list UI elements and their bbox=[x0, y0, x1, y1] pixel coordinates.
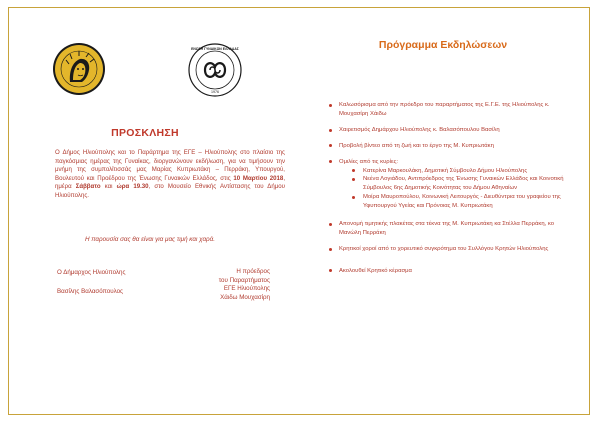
president-org: ΕΓΕ Ηλιούπολης bbox=[223, 285, 270, 293]
speaker-item: Μοίρα Μαυροπούλου, Κοινωνική Λειτουργός - Διευθύντρια του γραφείου της Υφυπουργού Υγείας και Πρόνοιας Μ. Κυπριωτάκη bbox=[339, 193, 576, 211]
speeches-heading: Ομιλίες από τις κυρίες: bbox=[339, 158, 399, 165]
president-name: Χάιδω Μουχασίρη bbox=[220, 293, 270, 301]
event-date: 10 Μαρτίου 2018 bbox=[233, 174, 284, 182]
speakers-list bbox=[339, 167, 576, 212]
president-signature bbox=[180, 268, 270, 302]
mayor-signature bbox=[57, 268, 125, 297]
logo2-year: 1976 bbox=[211, 90, 219, 94]
speaker-item: Νεένα Λογιάδου, Αντιπρόεδρος της Ένωσης Γυναικών Ελλάδος και Κοινοτική Σύμβουλος 6ης Δημοτικής Κοινότητας του Δήμου Αθηναίων bbox=[339, 175, 576, 193]
program-list bbox=[328, 101, 576, 276]
body-text-2: , ημέρα bbox=[55, 174, 286, 191]
body-text-4: , στο Μουσείο Εθνικής Αντίστασης του Δήμου Ηλιούπολης. bbox=[55, 183, 285, 199]
logo2-label: ΕΝΩΣΗ ΓΥΝΑΙΚΩΝ ΕΛΛΑΔΑΣ bbox=[191, 47, 239, 52]
president-title: Η πρόεδρος bbox=[236, 268, 270, 275]
program-item: Χαιρετισμός Δημάρχου Ηλιούπολης κ. Βαλασόπουλου Βασίλη bbox=[328, 126, 576, 135]
invitation-body bbox=[55, 149, 285, 201]
union-of-women-logo bbox=[188, 43, 242, 97]
program-item bbox=[328, 158, 576, 211]
mayor-name: Βασίλης Βαλασόπουλος bbox=[57, 287, 124, 295]
municipality-logo bbox=[52, 42, 106, 96]
invitation-title: ΠΡΟΣΚΛΗΣΗ bbox=[111, 127, 179, 139]
event-time: ώρα 19.30 bbox=[116, 183, 149, 191]
event-day: Σάββατο bbox=[75, 183, 101, 191]
speaker-item: Κατερίνα Μαρκουλάκη, Δημοτική Σύμβουλο Δήμου Ηλιούπολης bbox=[339, 167, 576, 176]
body-text-3: και bbox=[100, 183, 117, 191]
program-item: Προβολή βίντεο από τη ζωή και το έργο της Μ. Κυπριωτάκη bbox=[328, 142, 576, 151]
program-item: Ακολουθεί Κρητικό κέρασμα bbox=[328, 267, 576, 276]
program-item: Κρητικοί χοροί από το χορευτικό συγκρότημα του Συλλόγου Κρητών Ηλιούπολης bbox=[328, 245, 576, 254]
program-item: Καλωσόρισμα από την πρόεδρο του παραρτήματος της Ε.Γ.Ε. της Ηλιούπολης κ. Μουχασίρη Χάιδω bbox=[328, 101, 576, 119]
body-text-1: Ο Δήμος Ηλιούπολης και το Παράρτημα της ΕΓΕ – Ηλιούπολης στο πλαίσιο της παγκόσμιας ημέρας της Γυναίκας, διοργανώνουν εκδήλωση, για να τιμήσουν την μνήμη της συμπολίτισσάς μας Μαρίας Κυπριωτάκη – Περράκη, Υπουργού, Βουλευτού και Προέδρου της Ένωσης Γυναικών Ελλάδος, στις bbox=[55, 149, 285, 182]
president-branch: του Παραρτήματος bbox=[218, 276, 270, 284]
program-item: Απονομή τιμητικής πλακέτας στα τέκνα της Μ. Κυπριωτάκη κα Στέλλα Περράκη, κο Μανώλη Περράκη bbox=[328, 220, 576, 238]
mayor-title: Ο Δήμαρχος Ηλιούπολης bbox=[57, 269, 126, 276]
presence-note: Η παρουσία σας θα είναι για μας τιμή και χαρά. bbox=[84, 236, 215, 243]
program-title: Πρόγραμμα Εκδηλώσεων bbox=[378, 39, 508, 51]
